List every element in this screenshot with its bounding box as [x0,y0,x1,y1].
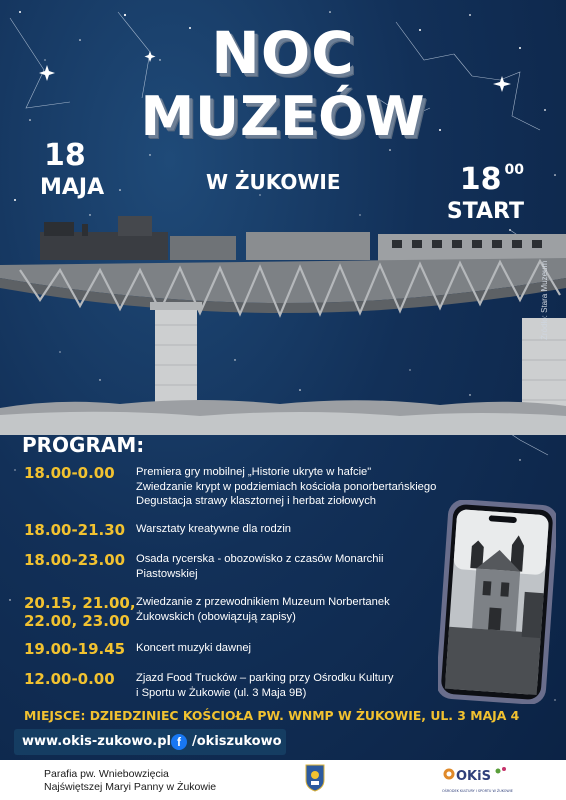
parish-line1: Parafia pw. Wniebowzięcia [44,768,169,780]
footer [0,760,566,800]
event-title-line2: MUZEÓW [140,85,426,148]
facebook-icon: f [171,734,187,750]
program-description: Osada rycerska - obozowisko z czasów Monarchii Piastowskiej [136,553,384,580]
program-time: 12.00-0.00 [24,670,115,688]
program-description: Warsztaty kreatywne dla rodzin [136,523,292,535]
program-time: 18.00-0.00 [24,464,115,482]
okis-caption: OŚRODEK KULTURY I SPORTU W ŻUKOWIE [442,789,513,793]
event-month: MAJA [40,175,105,200]
photo-source-credit: Źródło: Stara Muzeum [540,260,549,340]
parish-line2: Najświętszej Maryi Panny w Żukowie [44,781,217,793]
program-time: 20.15, 21.00, 22.00, 23.00 [24,594,136,630]
event-date [40,138,104,200]
event-title-line1: NOC [211,19,355,87]
okis-logo [442,765,522,795]
train [40,216,566,262]
links-bar [14,729,286,755]
facebook-link[interactable]: /okiszukowo [192,734,282,749]
program-heading: PROGRAM: [22,433,145,457]
program-description: Premiera gry mobilnej „Historie ukryte w hafcie" Zwiedzanie krypt w podziemiach kościoła ponorbertańskiego Degustacja strawy klasztornej i herbat ziołowych [136,466,437,507]
start-label: START [446,199,524,224]
bridge [0,258,566,426]
event-day: 18 [44,138,86,173]
program-time: 18.00-21.30 [24,521,126,539]
program-description: Zwiedzanie z przewodnikiem Muzeum Norbertanek Żukowskich (obowiązują zapisy) [136,596,390,623]
start-hour: 18 [459,162,502,197]
crest-icon [305,764,325,792]
event-location: MIEJSCE: DZIEDZINIEC KOŚCIOŁA PW. WNMP W ŻUKOWIE, UL. 3 MAJA 4 [24,708,520,723]
start-minutes: 00 [504,162,524,178]
event-town: W ŻUKOWIE [206,170,341,194]
program-time: 19.00-19.45 [24,640,126,658]
okis-logo-text: OKiS [456,769,491,784]
website-link[interactable]: www.okis-zukowo.pl [22,734,171,749]
phone-image [438,500,556,704]
program-description: Zjazd Food Trucków – parking przy Ośrodku Kultury i Sportu w Żukowie (ul. 3 Maja 9B) [136,672,394,699]
program-time: 18.00-23.00 [24,551,126,569]
program-description: Koncert muzyki dawnej [136,642,252,654]
parish-name [44,768,216,794]
train-bridge-image [0,210,566,435]
